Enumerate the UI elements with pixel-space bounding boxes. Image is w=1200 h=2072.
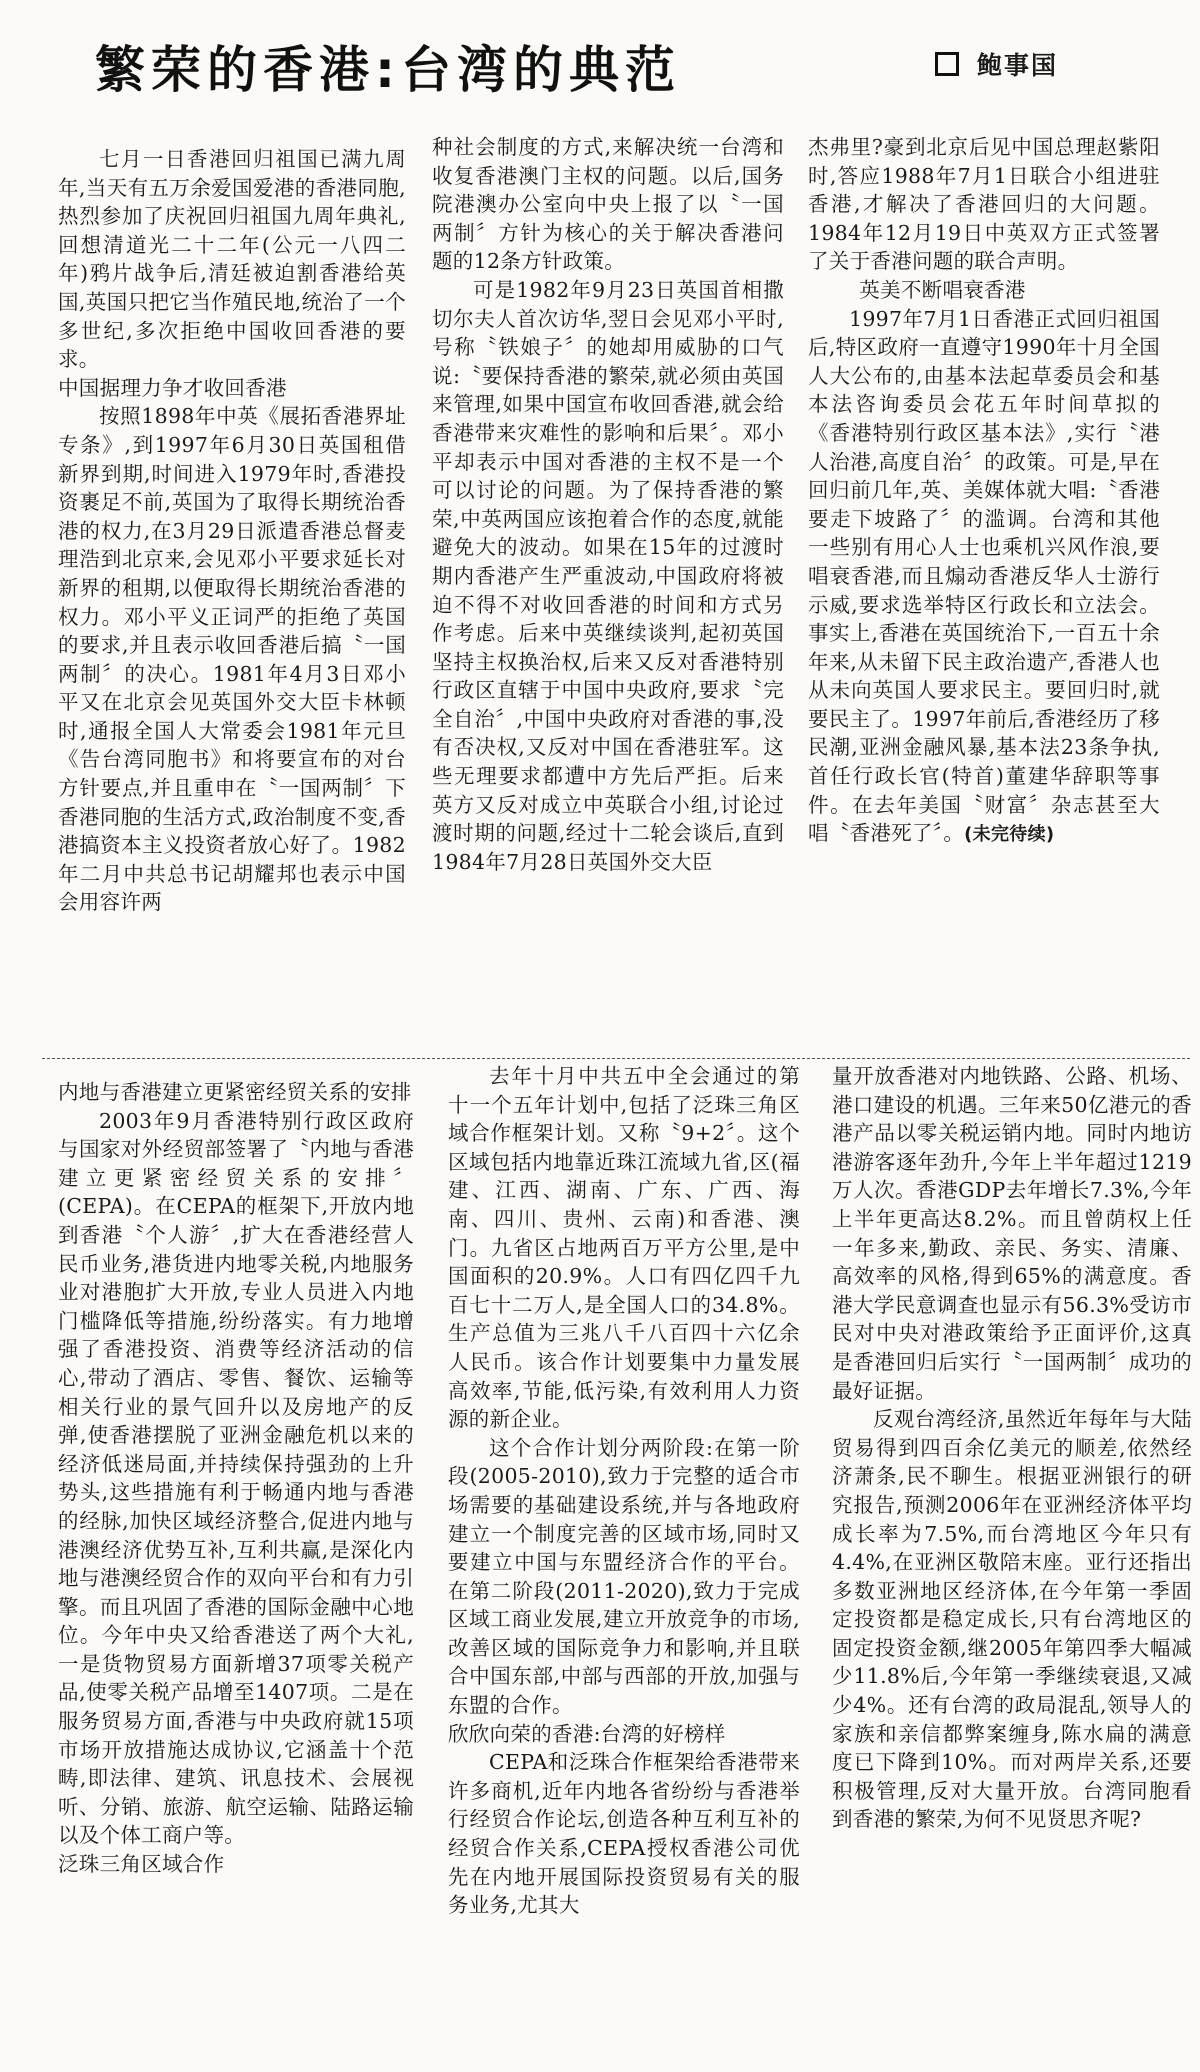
byline xyxy=(935,46,1058,82)
bottom-column-2 xyxy=(448,1062,800,2057)
paragraph-continued: 种社会制度的方式,来解决统一台湾和收复香港澳门主权的问题。以后,国务院港澳办公室向中央上报了以〝一国两制〞方针为核心的关于解决香港问题的12条方针政策。 xyxy=(432,135,784,274)
paragraph: CEPA和泛珠合作框架给香港带来许多商机,近年内地各省纷纷与香港举行经贸合作论坛,创造各种互利互补的经贸合作关系,CEPA授权香港公司优先在内地开展国际投资贸易有关的服务业务,尤其大 xyxy=(448,1750,800,1918)
byline-box-icon xyxy=(935,52,959,76)
to-be-continued-note: (未完待续) xyxy=(964,824,1055,846)
article-title: 繁荣的香港:台湾的典范 xyxy=(95,41,681,99)
paragraph-text: 1997年7月1日香港正式回归祖国后,特区政府一直遵守1990年十月全国人大公布的,由基本法起草委员会和基本法咨询委员会花五年时间草拟的《香港特别行政区基本法》,实行〝港人治港,高度自治〞的政策。可是,早在回归前几年,英、美媒体就大唱:〝香港要走下坡路了〞的滥调。台湾和其他一些别有用心人士也乘机兴风作浪,要唱衰香港,而且煽动香港反华人士游行示威,要求选举特区行政长和立法会。事实上,香港在英国统治下,一百五十余年来,从未留下民主政治遗产,香港人也从未向英国人要求民主。要回归时,就要民主了。1997年前后,香港经历了移民潮,亚洲金融风暴,基本法23条争执,首任行政长官(特首)董建华辞职等事件。在去年美国〝财富〞杂志甚至大唱〝香港死了〞。 xyxy=(808,306,1160,846)
subheading: 中国据理力争才收回香港 xyxy=(58,375,287,400)
paragraph-continued: 量开放香港对内地铁路、公路、机场、港口建设的机遇。三年来50亿港元的香港产品以零关税运销内地。同时内地访港游客逐年劲升,今年上半年超过1219万人次。香港GDP去年增长7.3%,今年上半年更高达8.2%。而且曾荫权上任一年多来,勤政、亲民、务实、清廉、高效率的风格,得到65%的满意度。香港大学民意调查也显示有56.3%受访市民对中央对港政策给予正面评价,这真是香港回归后实行〝一国两制〞成功的最好证据。 xyxy=(832,1064,1192,1403)
paragraph: 可是1982年9月23日英国首相撒切尔夫人首次访华,翌日会见邓小平时,号称〝铁娘子〞的她却用威胁的口气说:〝要保持香港的繁荣,就必须由英国来管理,如果中国宣布收回香港,就会给香港带来灾难性的影响和后果〞。邓小平却表示中国对香港的主权不是一个可以讨论的问题。为了保持香港的繁荣,中英两国应该抱着合作的态度,就能避免大的波动。如果在15年的过渡时期内香港产生严重波动,中国政府将被迫不得不对收回香港的时间和方式另作考虑。后来中英继续谈判,起初英国坚持主权换治权,后来又反对香港特别行政区直辖于中国中央政府,要求〝完全自治〞,中国中央政府对香港的事,没有否决权,又反对中国在香港驻军。这些无理要求都遭中方先后严拒。后来英方又反对成立中英联合小组,讨论过渡时期的问题,经过十二轮会谈后,直到1984年7月28日英国外交大臣 xyxy=(432,277,784,874)
paragraph: 去年十月中共五中全会通过的第十一个五年计划中,包括了泛珠三角区域合作框架计划。又称〝9+2〞。这个区域包括内地靠近珠江流域九省,区(福建、江西、湖南、广东、广西、海南、四川、贵州、云南)和香港、澳门。九省区占地两百万平方公里,是中国面积的20.9%。人口有四亿四千九百七十二万人,是全国人口的34.8%。生产总值为三兆八千八百四十六亿余人民币。该合作计划要集中力量发展高效率,节能,低污染,有效利用人力资源的新企业。 xyxy=(448,1064,800,1432)
bottom-column-1 xyxy=(58,1078,414,2058)
subheading: 泛珠三角区域合作 xyxy=(58,1852,225,1877)
paragraph: 按照1898年中英《展拓香港界址专条》,到1997年6月30日英国租借新界到期,时间进入1979年时,香港投资裹足不前,英国为了取得长期统治香港的权力,在3月29日派遣香港总督麦理浩到北京来,会见邓小平要求延长对新界的租期,以便取得长期统治香港的权力。邓小平义正词严的拒绝了英国的要求,并且表示收回香港后搞〝一国两制〞的决心。1981年4月3日邓小平又在北京会见英国外交大臣卡林顿时,通报全国人大常委会1981年元旦《告台湾同胞书》和将要宣布的对台方针要点,并且重申在〝一国两制〞下香港同胞的生活方式,政治制度不变,香港搞资本主义投资者放心好了。1982年二月中共总书记胡耀邦也表示中国会用容许两 xyxy=(58,404,406,915)
paragraph: 反观台湾经济,虽然近年每年与大陆贸易得到四百余亿美元的顺差,依然经济萧条,民不聊生。根据亚洲银行的研究报告,预测2006年在亚洲经济体平均成长率为7.5%,而台湾地区今年只有4.4%,在亚洲区敬陪末座。亚行还指出多数亚洲地区经济体,在今年第一季固定投资都是稳定成长,只有台湾地区的固定投资金额,继2005年第四季大幅减少11.8%后,今年第一季继续衰退,又减少4%。还有台湾的政局混乱,领导人的家族和亲信都弊案缠身,陈水扁的满意度已下降到10%。而对两岸关系,还要积极管理,反对大量开放。台湾同胞看到香港的繁荣,为何不见贤思齐呢? xyxy=(832,1407,1192,1832)
paragraph: 2003年9月香港特别行政区政府与国家对外经贸部签署了〝内地与香港建立更紧密经贸关系的安排〞(CEPA)。在CEPA的框架下,开放内地到香港〝个人游〞,扩大在香港经营人民币业务,港货进内地零关税,内地服务业对港胞扩大开放,专业人员进入内地门槛降低等措施,纷纷落实。有力地增强了香港投资、消费等经济活动的信心,带动了酒店、零售、餐饮、运输等相关行业的景气回升以及房地产的反弹,使香港摆脱了亚洲金融危机以来的经济低迷局面,并持续保持强劲的上升势头,这些措施有利于畅通内地与香港的经脉,加快区域经济整合,促进内地与港澳经济优势互补,互利共赢,是深化内地与港澳经贸合作的双向平台和有力引擎。而且巩固了香港的国际金融中心地位。今年中央又给香港送了两个大礼,一是货物贸易方面新增37项零关税产品,使零关税产品增至1407项。二是在服务贸易方面,香港与中央政府就15项市场开放措施达成协议,它涵盖十个范畴,即法律、建筑、讯息技术、会展视听、分销、旅游、航空运输、陆路运输以及个体工商户等。 xyxy=(58,1108,414,1848)
top-column-1 xyxy=(58,145,406,990)
subheading: 英美不断唱衰香港 xyxy=(859,277,1026,302)
paragraph-continued: 杰弗里?豪到北京后见中国总理赵紫阳时,答应1988年7月1日联合小组进驻香港,才解决了香港回归的大问题。1984年12月19日中英双方正式签署了关于香港问题的联合声明。 xyxy=(808,135,1160,274)
top-column-3 xyxy=(808,133,1160,993)
author-name: 鲍事国 xyxy=(977,51,1059,80)
paragraph xyxy=(808,305,1160,850)
subheading: 欣欣向荣的香港:台湾的好榜样 xyxy=(448,1721,726,1746)
paragraph: 七月一日香港回归祖国已满九周年,当天有五万余爱国爱港的香港同胞,热烈参加了庆祝回归祖国九周年典礼,回想清道光二十二年(公元一八四二年)鸦片战争后,清廷被迫割香港给英国,英国只把它当作殖民地,统治了一个多世纪,多次拒绝中国收回香港的要求。 xyxy=(58,147,406,372)
paragraph: 这个合作计划分两阶段:在第一阶段(2005-2010),致力于完整的适合市场需要的基础建设系统,并与各地政府建立一个制度完善的区域市场,同时又要建立中国与东盟经济合作的平台。在第二阶段(2011-2020),致力于完成区域工商业发展,建立开放竞争的市场,改善区域的国际竞争力和影响,并且联合中国东部,中部与西部的开放,加强与东盟的合作。 xyxy=(448,1435,800,1718)
section-divider xyxy=(42,1058,1190,1059)
top-column-2 xyxy=(432,133,784,993)
bottom-column-3 xyxy=(832,1062,1192,2057)
subheading: 内地与香港建立更紧密经贸关系的安排 xyxy=(58,1080,412,1104)
